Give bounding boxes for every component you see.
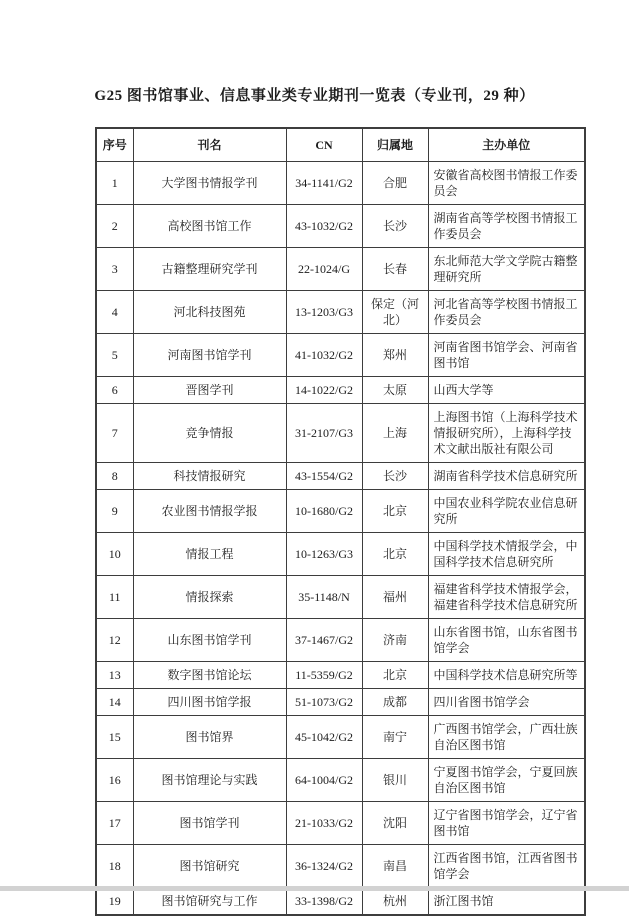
cell-organizer: 辽宁省图书馆学会，辽宁省图书馆	[428, 802, 585, 845]
cell-organizer: 广西图书馆学会，广西壮族自治区图书馆	[428, 716, 585, 759]
cell-cn: 14-1022/G2	[286, 377, 362, 404]
cell-place: 银川	[362, 759, 428, 802]
cell-organizer: 山西大学等	[428, 377, 585, 404]
cell-organizer: 湖南省科学技术信息研究所	[428, 463, 585, 490]
cell-cn: 37-1467/G2	[286, 619, 362, 662]
cell-organizer: 中国科学技术信息研究所等	[428, 662, 585, 689]
table-body	[96, 162, 585, 916]
cell-cn: 11-5359/G2	[286, 662, 362, 689]
table-row	[96, 845, 585, 888]
cell-cn: 45-1042/G2	[286, 716, 362, 759]
cell-no: 5	[96, 334, 133, 377]
cell-place: 福州	[362, 576, 428, 619]
table-row	[96, 716, 585, 759]
header-cell-no: 序号	[96, 128, 133, 162]
cell-no: 7	[96, 404, 133, 463]
table-row	[96, 205, 585, 248]
table-row	[96, 490, 585, 533]
table-row	[96, 689, 585, 716]
cell-no: 3	[96, 248, 133, 291]
cell-no: 13	[96, 662, 133, 689]
cell-place: 北京	[362, 662, 428, 689]
cell-organizer: 上海图书馆（上海科学技术情报研究所），上海科学技术文献出版社有限公司	[428, 404, 585, 463]
cell-organizer: 四川省图书馆学会	[428, 689, 585, 716]
cell-cn: 64-1004/G2	[286, 759, 362, 802]
cell-organizer: 湖南省高等学校图书情报工作委员会	[428, 205, 585, 248]
cell-name: 图书馆研究	[133, 845, 286, 888]
header-cell-place: 归属地	[362, 128, 428, 162]
table-row	[96, 334, 585, 377]
cell-name: 情报探索	[133, 576, 286, 619]
cell-no: 2	[96, 205, 133, 248]
cell-place: 长沙	[362, 205, 428, 248]
table-row	[96, 248, 585, 291]
cell-cn: 10-1680/G2	[286, 490, 362, 533]
cell-cn: 21-1033/G2	[286, 802, 362, 845]
cell-no: 9	[96, 490, 133, 533]
cell-name: 科技情报研究	[133, 463, 286, 490]
cell-place: 郑州	[362, 334, 428, 377]
cell-no: 17	[96, 802, 133, 845]
table-row	[96, 888, 585, 916]
cell-organizer: 安徽省高校图书情报工作委员会	[428, 162, 585, 205]
cell-cn: 31-2107/G3	[286, 404, 362, 463]
cell-organizer: 宁夏图书馆学会，宁夏回族自治区图书馆	[428, 759, 585, 802]
table-row	[96, 162, 585, 205]
cell-place: 长春	[362, 248, 428, 291]
cell-organizer: 河南省图书馆学会、河南省图书馆	[428, 334, 585, 377]
cell-organizer: 江西省图书馆，江西省图书馆学会	[428, 845, 585, 888]
table-row	[96, 404, 585, 463]
page-bottom-edge	[0, 886, 629, 891]
cell-place: 南宁	[362, 716, 428, 759]
page-title: G25 图书馆事业、信息事业类专业期刊一览表（专业刊，29 种）	[94, 88, 535, 104]
table-row	[96, 662, 585, 689]
cell-place: 北京	[362, 533, 428, 576]
cell-name: 四川图书馆学报	[133, 689, 286, 716]
cell-no: 18	[96, 845, 133, 888]
cell-place: 济南	[362, 619, 428, 662]
cell-cn: 22-1024/G	[286, 248, 362, 291]
cell-organizer: 山东省图书馆，山东省图书馆学会	[428, 619, 585, 662]
cell-no: 8	[96, 463, 133, 490]
table-row	[96, 576, 585, 619]
table-row	[96, 759, 585, 802]
cell-cn: 41-1032/G2	[286, 334, 362, 377]
cell-place: 长沙	[362, 463, 428, 490]
cell-organizer: 东北师范大学文学院古籍整理研究所	[428, 248, 585, 291]
cell-no: 12	[96, 619, 133, 662]
cell-place: 北京	[362, 490, 428, 533]
table-header-row	[96, 128, 585, 162]
cell-organizer: 福建省科学技术情报学会，福建省科学技术信息研究所	[428, 576, 585, 619]
cell-name: 山东图书馆学刊	[133, 619, 286, 662]
cell-name: 河南图书馆学刊	[133, 334, 286, 377]
table-row	[96, 377, 585, 404]
cell-cn: 10-1263/G3	[286, 533, 362, 576]
cell-place: 杭州	[362, 888, 428, 916]
cell-cn: 51-1073/G2	[286, 689, 362, 716]
cell-cn: 36-1324/G2	[286, 845, 362, 888]
cell-no: 11	[96, 576, 133, 619]
cell-no: 4	[96, 291, 133, 334]
cell-no: 1	[96, 162, 133, 205]
cell-name: 高校图书馆工作	[133, 205, 286, 248]
table-row	[96, 463, 585, 490]
cell-place: 南昌	[362, 845, 428, 888]
cell-name: 晋图学刊	[133, 377, 286, 404]
cell-cn: 33-1398/G2	[286, 888, 362, 916]
cell-place: 沈阳	[362, 802, 428, 845]
cell-cn: 35-1148/N	[286, 576, 362, 619]
cell-name: 情报工程	[133, 533, 286, 576]
cell-place: 太原	[362, 377, 428, 404]
cell-no: 10	[96, 533, 133, 576]
cell-organizer: 中国农业科学院农业信息研究所	[428, 490, 585, 533]
cell-cn: 13-1203/G3	[286, 291, 362, 334]
cell-organizer: 中国科学技术情报学会，中国科学技术信息研究所	[428, 533, 585, 576]
journal-table	[95, 127, 586, 916]
cell-name: 图书馆研究与工作	[133, 888, 286, 916]
header-cell-cn: CN	[286, 128, 362, 162]
table-row	[96, 802, 585, 845]
cell-cn: 43-1032/G2	[286, 205, 362, 248]
cell-no: 15	[96, 716, 133, 759]
cell-name: 大学图书情报学刊	[133, 162, 286, 205]
cell-cn: 43-1554/G2	[286, 463, 362, 490]
cell-name: 图书馆界	[133, 716, 286, 759]
cell-name: 数字图书馆论坛	[133, 662, 286, 689]
cell-name: 古籍整理研究学刊	[133, 248, 286, 291]
cell-no: 16	[96, 759, 133, 802]
table-row	[96, 619, 585, 662]
cell-organizer: 河北省高等学校图书情报工作委员会	[428, 291, 585, 334]
header-cell-organizer: 主办单位	[428, 128, 585, 162]
cell-cn: 34-1141/G2	[286, 162, 362, 205]
cell-name: 竞争情报	[133, 404, 286, 463]
cell-name: 图书馆理论与实践	[133, 759, 286, 802]
cell-place: 保定（河北）	[362, 291, 428, 334]
cell-place: 成都	[362, 689, 428, 716]
cell-no: 6	[96, 377, 133, 404]
table-row	[96, 291, 585, 334]
cell-name: 图书馆学刊	[133, 802, 286, 845]
table-row	[96, 533, 585, 576]
header-cell-name: 刊名	[133, 128, 286, 162]
cell-place: 上海	[362, 404, 428, 463]
cell-name: 农业图书情报学报	[133, 490, 286, 533]
cell-no: 14	[96, 689, 133, 716]
cell-place: 合肥	[362, 162, 428, 205]
cell-no: 19	[96, 888, 133, 916]
cell-organizer: 浙江图书馆	[428, 888, 585, 916]
cell-name: 河北科技图苑	[133, 291, 286, 334]
